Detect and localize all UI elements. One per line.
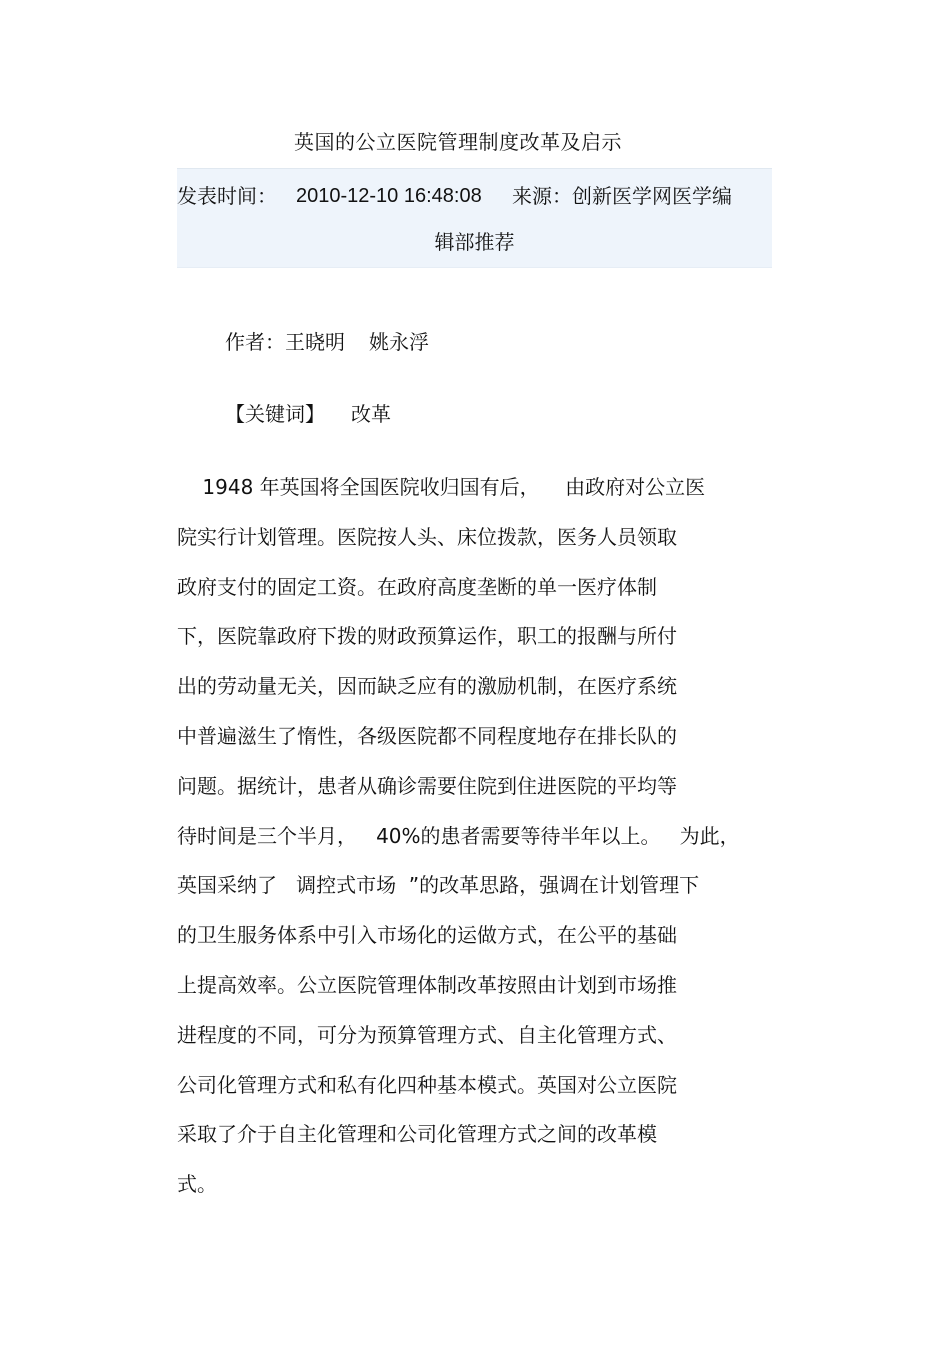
publish-info-line	[177, 181, 772, 211]
body-text-line: 公司化管理方式和私有化四种基本模式。英国对公立医院	[177, 1073, 677, 1097]
body-text-line: 式。	[177, 1172, 217, 1196]
author-secondary: 姚永浮	[369, 330, 429, 354]
source-text-continued: 辑部推荐	[434, 230, 515, 254]
body-text-line: 待时间是三个半月， 40%的患者需要等待半年以上。 为此，	[177, 824, 740, 848]
body-text-line: 采取了介于自主化管理和公司化管理方式之间的改革模	[177, 1122, 657, 1146]
body-text-line: 中普遍滋生了惰性，各级医院都不同程度地存在排长队的	[177, 724, 677, 748]
body-text-line: 院实行计划管理。医院按人头、床位拨款，医务人员领取	[177, 525, 677, 549]
body-text-line: 英国采纳了 调控式市场 ”的改革思路，强调在计划管理下	[177, 873, 700, 897]
body-text-line: 政府支付的固定工资。在政府高度垄断的单一医疗体制	[177, 575, 657, 599]
body-text-line: 的卫生服务体系中引入市场化的运做方式，在公平的基础	[177, 923, 677, 947]
publish-datetime: 2010-12-10 16:48:08	[296, 185, 482, 207]
keywords-label: 【关键词】	[225, 402, 325, 426]
author-line	[225, 327, 429, 357]
publish-time-label: 发表时间：	[177, 184, 277, 208]
body-text-line: 下，医院靠政府下拨的财政预算运作，职工的报酬与所付	[177, 624, 677, 648]
body-text-line: 问题。据统计，患者从确诊需要住院到住进医院的平均等	[177, 774, 677, 798]
body-text-line: 上提高效率。公立医院管理体制改革按照由计划到市场推	[177, 973, 677, 997]
publish-info-box	[177, 168, 772, 268]
keywords-line	[225, 399, 391, 429]
article-title: 英国的公立医院管理制度改革及启示	[294, 130, 622, 154]
keywords-value: 改革	[351, 402, 391, 426]
body-text-line: 进程度的不同，可分为预算管理方式、自主化管理方式、	[177, 1023, 677, 1047]
body-text-line: 出的劳动量无关，因而缺乏应有的激励机制，在医疗系统	[177, 674, 677, 698]
body-text-line: 1948 年英国将全国医院收归国有后， 由政府对公立医	[177, 475, 706, 499]
author-primary: 作者：王晓明	[225, 330, 345, 354]
source-text: 来源：创新医学网医学编	[512, 184, 732, 208]
